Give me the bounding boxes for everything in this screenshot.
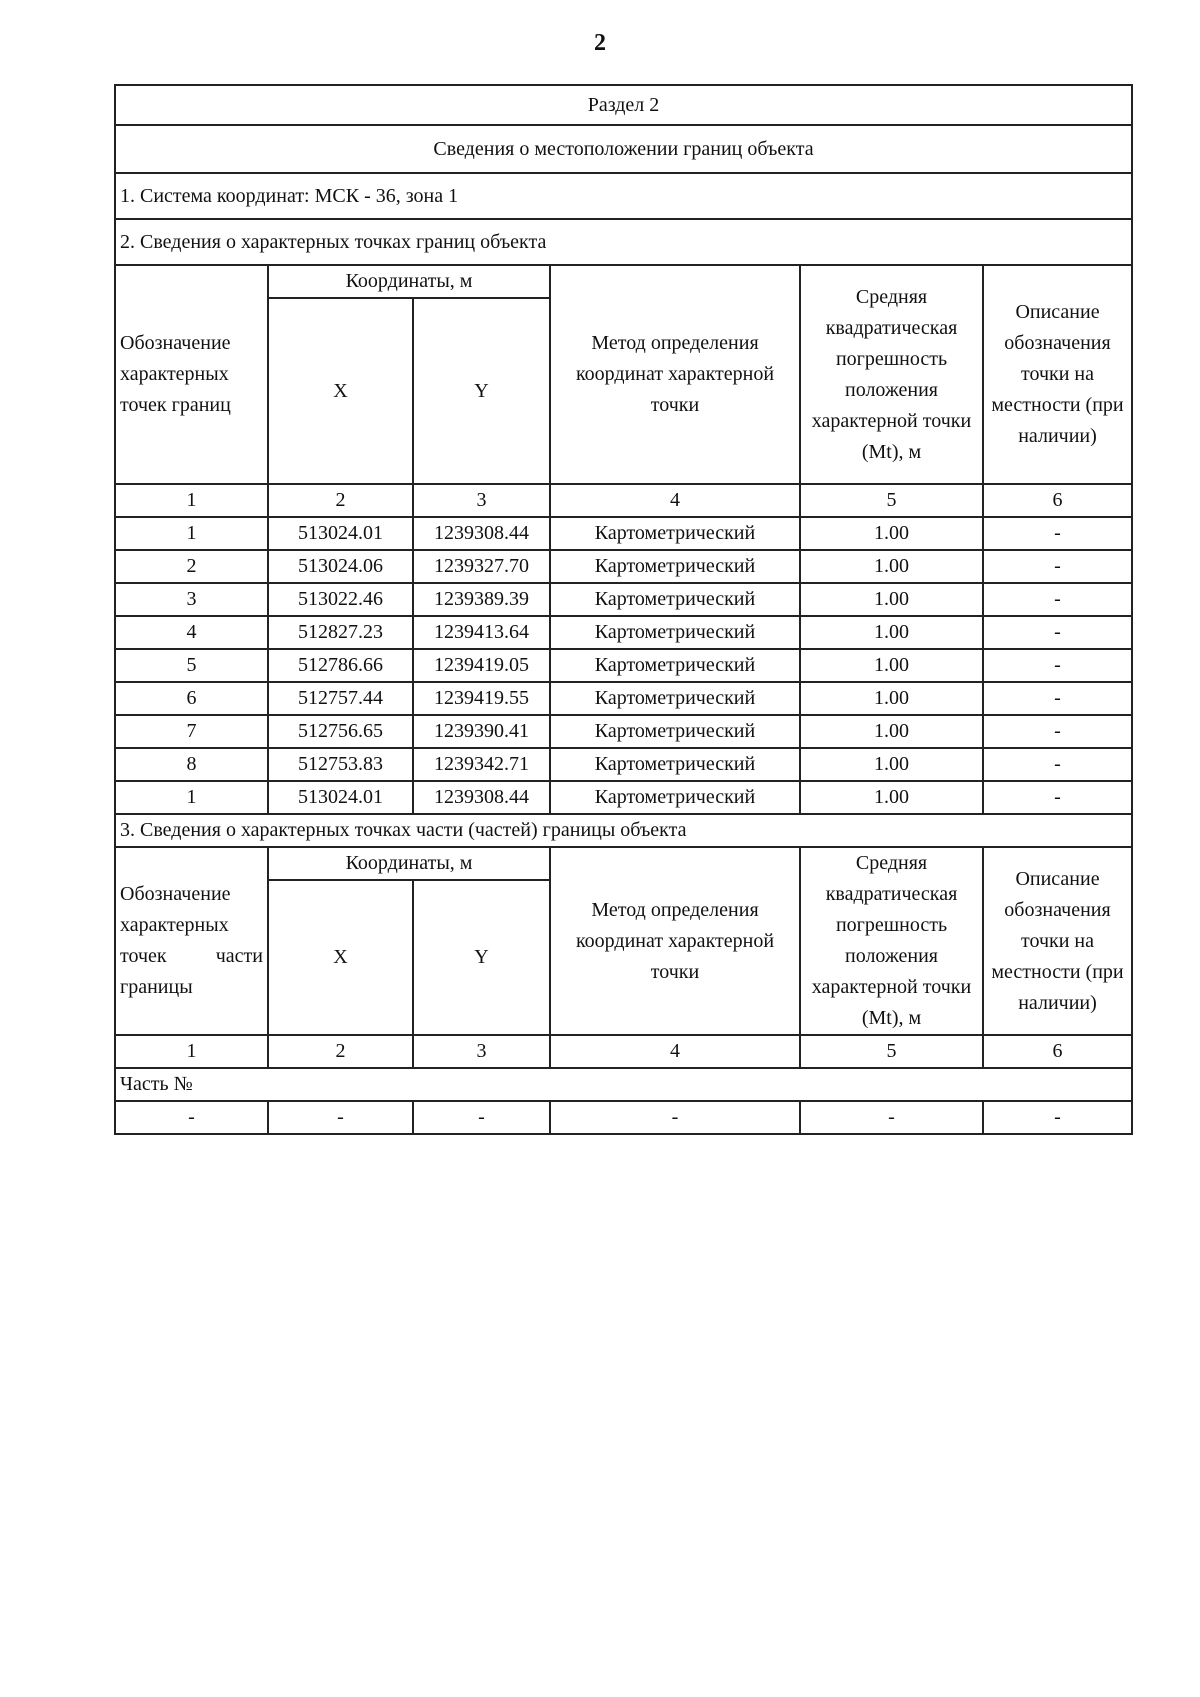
- table-row: [115, 517, 1132, 550]
- point-number: 4: [115, 616, 268, 649]
- column-number: 6: [983, 1035, 1132, 1068]
- column-number: 1: [115, 484, 268, 517]
- column-numbers-row: [115, 484, 1132, 517]
- table-row: [115, 616, 1132, 649]
- column-number: 6: [983, 484, 1132, 517]
- column-numbers-row-part: [115, 1035, 1132, 1068]
- point-x: 513024.06: [268, 550, 413, 583]
- point-accuracy: 1.00: [800, 550, 983, 583]
- header-x: X: [268, 298, 413, 484]
- header-y: Y: [413, 298, 550, 484]
- part-cell: -: [550, 1101, 800, 1134]
- point-x: 513024.01: [268, 781, 413, 814]
- point-x: 512786.66: [268, 649, 413, 682]
- point-number: 5: [115, 649, 268, 682]
- coord-system: 1. Система координат: МСК - 36, зона 1: [115, 173, 1132, 219]
- column-number: 4: [550, 1035, 800, 1068]
- part-label: Часть №: [115, 1068, 1132, 1101]
- point-y: 1239413.64: [413, 616, 550, 649]
- point-description: -: [983, 616, 1132, 649]
- point-description: -: [983, 583, 1132, 616]
- column-number: 5: [800, 484, 983, 517]
- point-description: -: [983, 517, 1132, 550]
- point-accuracy: 1.00: [800, 616, 983, 649]
- point-description: -: [983, 715, 1132, 748]
- part-cell: -: [268, 1101, 413, 1134]
- header-coords-part: Координаты, м: [268, 847, 550, 880]
- column-number: 2: [268, 1035, 413, 1068]
- point-method: Картометрический: [550, 682, 800, 715]
- point-x: 513024.01: [268, 517, 413, 550]
- header-description-part: Описание обозначения точки на местности (при наличии): [983, 847, 1132, 1035]
- table-row: [115, 781, 1132, 814]
- point-x: 512753.83: [268, 748, 413, 781]
- header-description: Описание обозначения точки на местности (при наличии): [983, 265, 1132, 484]
- point-number: 6: [115, 682, 268, 715]
- point-x: 512756.65: [268, 715, 413, 748]
- point-y: 1239419.05: [413, 649, 550, 682]
- point-y: 1239419.55: [413, 682, 550, 715]
- header-accuracy: Средняя квадратическая погрешность положения характерной точки (Mt), м: [800, 265, 983, 484]
- point-y: 1239308.44: [413, 517, 550, 550]
- point-number: 2: [115, 550, 268, 583]
- point-description: -: [983, 781, 1132, 814]
- point-method: Картометрический: [550, 550, 800, 583]
- point-method: Картометрический: [550, 649, 800, 682]
- part-cell: -: [800, 1101, 983, 1134]
- point-accuracy: 1.00: [800, 583, 983, 616]
- point-accuracy: 1.00: [800, 517, 983, 550]
- table-row: [115, 682, 1132, 715]
- point-x: 513022.46: [268, 583, 413, 616]
- part-cell: -: [983, 1101, 1132, 1134]
- point-method: Картометрический: [550, 781, 800, 814]
- column-number: 3: [413, 484, 550, 517]
- point-method: Картометрический: [550, 715, 800, 748]
- header-y-part: Y: [413, 880, 550, 1035]
- point-x: 512827.23: [268, 616, 413, 649]
- table-row: [115, 649, 1132, 682]
- point-number: 1: [115, 781, 268, 814]
- point-y: 1239308.44: [413, 781, 550, 814]
- boundary-table: [114, 84, 1133, 1135]
- table-row: [115, 715, 1132, 748]
- header-coords: Координаты, м: [268, 265, 550, 298]
- part-row: [115, 1101, 1132, 1134]
- parts-heading: 3. Сведения о характерных точках части (частей) границы объекта: [115, 814, 1132, 847]
- header-accuracy-part: Средняя квадратическая погрешность положения характерной точки (Mt), м: [800, 847, 983, 1035]
- column-number: 1: [115, 1035, 268, 1068]
- point-accuracy: 1.00: [800, 649, 983, 682]
- point-accuracy: 1.00: [800, 682, 983, 715]
- point-method: Картометрический: [550, 583, 800, 616]
- point-number: 3: [115, 583, 268, 616]
- page-number: 2: [594, 30, 606, 56]
- header-x-part: X: [268, 880, 413, 1035]
- point-y: 1239342.71: [413, 748, 550, 781]
- table-row: [115, 550, 1132, 583]
- point-accuracy: 1.00: [800, 781, 983, 814]
- point-number: 1: [115, 517, 268, 550]
- part-cell: -: [115, 1101, 268, 1134]
- table-row: [115, 748, 1132, 781]
- point-y: 1239327.70: [413, 550, 550, 583]
- header-method: Метод определения координат характерной точки: [550, 265, 800, 484]
- point-y: 1239389.39: [413, 583, 550, 616]
- header-designation: Обозначение характерных точек границ: [115, 265, 268, 484]
- point-description: -: [983, 748, 1132, 781]
- point-method: Картометрический: [550, 748, 800, 781]
- header-designation-part: Обозначение характерных точек части границы: [115, 847, 268, 1035]
- column-number: 2: [268, 484, 413, 517]
- section-title: Раздел 2: [115, 85, 1132, 125]
- point-x: 512757.44: [268, 682, 413, 715]
- point-number: 8: [115, 748, 268, 781]
- part-cell: -: [413, 1101, 550, 1134]
- point-description: -: [983, 550, 1132, 583]
- points-heading: 2. Сведения о характерных точках границ объекта: [115, 219, 1132, 265]
- table-row: [115, 583, 1132, 616]
- column-number: 5: [800, 1035, 983, 1068]
- section-subtitle: Сведения о местоположении границ объекта: [115, 125, 1132, 173]
- point-method: Картометрический: [550, 616, 800, 649]
- point-y: 1239390.41: [413, 715, 550, 748]
- column-number: 3: [413, 1035, 550, 1068]
- point-number: 7: [115, 715, 268, 748]
- point-accuracy: 1.00: [800, 748, 983, 781]
- header-method-part: Метод определения координат характерной точки: [550, 847, 800, 1035]
- point-description: -: [983, 649, 1132, 682]
- column-number: 4: [550, 484, 800, 517]
- point-method: Картометрический: [550, 517, 800, 550]
- point-description: -: [983, 682, 1132, 715]
- point-accuracy: 1.00: [800, 715, 983, 748]
